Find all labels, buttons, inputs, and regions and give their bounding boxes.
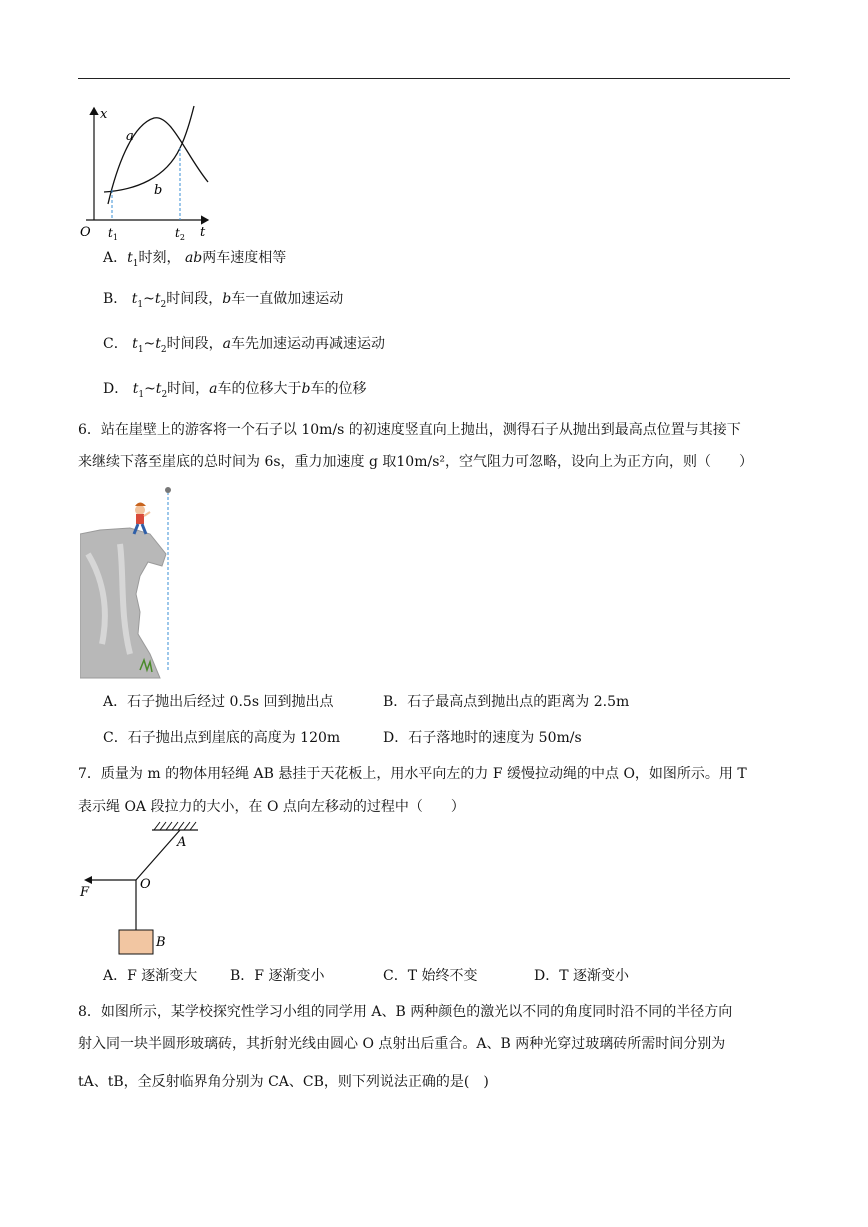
stone-dot bbox=[165, 487, 171, 493]
q7-option-d: D．T 逐渐变小 bbox=[534, 968, 630, 984]
t2-label: $t_2$ bbox=[175, 226, 185, 242]
q7-stem-line2: 表示绳 OA 段拉力的大小，在 O 点向左移动的过程中（ ） bbox=[78, 799, 465, 815]
curve-b-label: b bbox=[154, 183, 163, 198]
tourist-figure bbox=[134, 503, 150, 535]
x-axis-label: x bbox=[100, 107, 108, 122]
q6-option-c: C．石子抛出点到崖底的高度为 120m bbox=[103, 730, 341, 746]
q6-option-d: D．石子落地时的速度为 50m/s bbox=[383, 730, 582, 746]
q5-option-c: C． $t_1\sim t_2$时间段，a车先加速运动再减速运动 bbox=[103, 336, 386, 355]
q7-option-b: B．F 逐渐变小 bbox=[230, 968, 325, 984]
curve-a-label: a bbox=[126, 129, 134, 144]
ceiling-hatch bbox=[154, 822, 196, 830]
q7-option-a: A．F 逐渐变大 bbox=[103, 968, 198, 984]
q7-stem-line1: 7．质量为 m 的物体用轻绳 AB 悬挂于天花板上，用水平向左的力 F 缓慢拉动绳的中点 O，如图所示。用 T bbox=[78, 766, 747, 782]
q6-stem-line1: 6．站在崖壁上的游客将一个石子以 10m/s 的初速度竖直向上抛出，测得石子从抛出到最高点位置与其接下 bbox=[78, 422, 741, 438]
q5-option-a: A．$t_1$时刻， ab两车速度相等 bbox=[103, 250, 287, 269]
header-rule bbox=[78, 78, 790, 79]
q8-stem-line2: 射入同一块半圆形玻璃砖，其折射光线由圆心 O 点射出后重合。A、B 两种光穿过玻璃砖所需时间分别为 bbox=[78, 1036, 726, 1052]
block-b bbox=[119, 930, 153, 954]
cliff-figure bbox=[80, 484, 190, 680]
q5-option-d: D． $t_1\sim t_2$时间，a车的位移大于b车的位移 bbox=[103, 381, 367, 400]
q6-stem-line2: 来继续下落至崖底的总时间为 6s，重力加速度 g 取10m/s²，空气阻力可忽略，设向上为正方向，则（ ） bbox=[78, 454, 754, 470]
q8-stem-line1: 8．如图所示，某学校探究性学习小组的同学用 A、B 两种颜色的激光以不同的角度同时沿不同的半径方向 bbox=[78, 1004, 733, 1020]
label-b: B bbox=[156, 935, 166, 950]
label-o: O bbox=[140, 877, 151, 892]
label-f: F bbox=[80, 885, 90, 900]
rope-figure bbox=[76, 818, 206, 956]
t-axis-label: t bbox=[200, 225, 206, 240]
rope-oa bbox=[136, 830, 180, 880]
q5-option-b: B． $t_1\sim t_2$时间段，b车一直做加速运动 bbox=[103, 291, 344, 310]
origin-label: O bbox=[80, 225, 91, 240]
label-a: A bbox=[177, 835, 187, 850]
q8-stem-line3: tA、tB，全反射临界角分别为 CA、CB，则下列说法正确的是( ) bbox=[78, 1074, 489, 1090]
q7-option-c: C．T 始终不变 bbox=[383, 968, 478, 984]
q6-option-a: A．石子抛出后经过 0.5s 回到抛出点 bbox=[103, 694, 334, 710]
q6-option-b: B．石子最高点到抛出点的距离为 2.5m bbox=[383, 694, 630, 710]
xt-graph bbox=[76, 100, 216, 242]
t1-label: $t_1$ bbox=[108, 226, 118, 242]
